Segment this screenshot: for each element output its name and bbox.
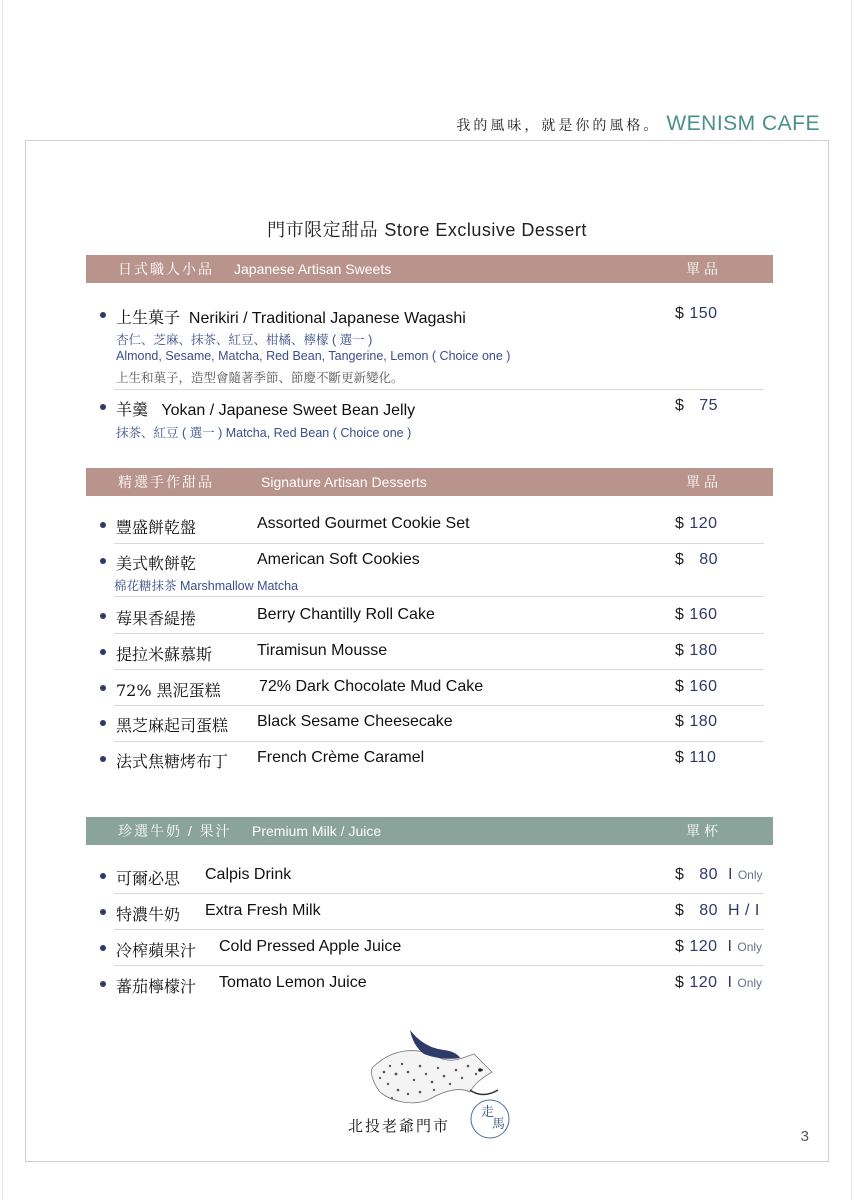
item-name-en: Tiramisun Mousse	[257, 642, 388, 659]
section-title-zh: 日式職人小品	[118, 261, 214, 277]
menu-item-tomato-juice	[100, 974, 762, 996]
item-divider	[114, 669, 764, 670]
bullet-icon	[100, 649, 106, 655]
item-price	[675, 713, 718, 731]
item-price	[675, 678, 718, 696]
section-header-milk-juice	[86, 817, 773, 845]
temperature-option: I	[727, 866, 733, 883]
bullet-icon	[100, 613, 106, 619]
page-header	[456, 112, 820, 136]
section-unit: 單品	[686, 474, 722, 490]
item-price	[675, 515, 718, 533]
item-price	[675, 606, 718, 624]
item-divider	[114, 741, 764, 742]
item-price	[675, 749, 716, 767]
currency-symbol: $	[675, 749, 685, 766]
price-value: 120	[689, 974, 718, 991]
menu-title	[0, 216, 854, 242]
currency-symbol: $	[675, 305, 685, 322]
page-number: 3	[800, 1128, 809, 1145]
price-value: 120	[689, 938, 718, 955]
bullet-icon	[100, 720, 106, 726]
menu-item-creme-caramel	[100, 749, 762, 771]
item-price	[675, 902, 760, 920]
item-options: 抹茶、紅豆 ( 選一 ) Matcha, Red Bean ( Choice one )	[116, 426, 412, 440]
svg-text:馬: 馬	[492, 1117, 506, 1132]
item-divider	[114, 389, 764, 390]
price-value: 110	[689, 749, 717, 766]
item-divider	[114, 543, 764, 544]
temperature-note: Only	[737, 868, 763, 882]
item-name-zh: 特濃牛奶	[116, 905, 181, 924]
item-name-zh: 72% 黑泥蛋糕	[116, 681, 221, 700]
menu-item-apple-juice	[100, 938, 762, 960]
item-name-en: Nerikiri / Traditional Japanese Wagashi	[188, 310, 466, 327]
menu-item-cookie-set	[100, 515, 762, 537]
item-name-zh: 黑芝麻起司蛋糕	[116, 716, 229, 735]
menu-title-en: Store Exclusive Dessert	[384, 220, 587, 240]
menu-item-nerikiri	[100, 305, 762, 385]
item-name-en: American Soft Cookies	[257, 551, 420, 568]
menu-item-yokan	[100, 397, 762, 442]
bullet-icon	[100, 558, 106, 564]
section-title-en: Signature Artisan Desserts	[261, 474, 427, 490]
item-name-zh: 冷榨蘋果汁	[116, 941, 197, 960]
item-name-zh: 蕃茄檸檬汁	[116, 977, 197, 996]
item-price	[675, 305, 718, 323]
item-name-en: Berry Chantilly Roll Cake	[257, 606, 435, 623]
menu-item-sesame-cheesecake	[100, 713, 762, 735]
bullet-icon	[100, 981, 106, 987]
item-name-en: Tomato Lemon Juice	[219, 974, 367, 991]
currency-symbol: $	[675, 902, 685, 919]
item-flavor: 棉花糖抹茶 Marshmallow Matcha	[114, 579, 299, 593]
bullet-icon	[100, 312, 106, 318]
item-divider	[114, 596, 764, 597]
section-unit: 單杯	[686, 823, 722, 839]
item-name-zh: 美式軟餅乾	[116, 554, 197, 573]
price-value: 80	[699, 866, 719, 883]
item-name-en: Extra Fresh Milk	[205, 902, 321, 919]
currency-symbol: $	[675, 515, 685, 532]
section-title-en: Japanese Artisan Sweets	[234, 261, 392, 277]
item-divider	[114, 893, 764, 894]
currency-symbol: $	[675, 551, 685, 568]
item-name-zh: 法式焦糖烤布丁	[116, 752, 229, 771]
currency-symbol: $	[675, 678, 685, 695]
svg-text:走: 走	[481, 1105, 495, 1120]
price-value: 80	[699, 902, 719, 919]
item-divider	[114, 965, 764, 966]
item-options-zh: 杏仁、芝麻、抹茶、紅豆、柑橘、檸檬 ( 選一 )	[116, 333, 373, 347]
menu-item-calpis	[100, 866, 762, 888]
item-price	[675, 642, 718, 660]
item-price	[675, 551, 718, 569]
brand-name: WENISM CAFE	[666, 112, 820, 135]
price-value: 160	[689, 678, 718, 695]
item-name-zh: 羊羹	[116, 400, 149, 419]
section-unit: 單品	[686, 261, 722, 277]
item-divider	[114, 633, 764, 634]
bullet-icon	[100, 945, 106, 951]
currency-symbol: $	[675, 974, 685, 991]
price-value: 150	[689, 305, 718, 322]
menu-item-roll-cake	[100, 606, 762, 628]
price-value: 75	[699, 397, 719, 414]
item-price	[675, 866, 763, 884]
temperature-option: H / I	[727, 902, 760, 919]
item-price	[675, 397, 718, 415]
price-value: 160	[689, 606, 718, 623]
item-name	[116, 397, 415, 420]
section-header-signature-desserts	[86, 468, 773, 496]
bullet-icon	[100, 404, 106, 410]
item-name-en: Calpis Drink	[205, 866, 292, 883]
item-name-en: French Crème Caramel	[257, 749, 425, 766]
menu-item-soft-cookies	[100, 551, 762, 591]
item-name-zh: 莓果香緹捲	[116, 609, 197, 628]
item-name-zh: 提拉米蘇慕斯	[116, 645, 213, 664]
item-name-zh: 豐盛餅乾盤	[116, 518, 197, 537]
section-header-japanese-sweets	[86, 255, 773, 283]
item-name-en: Cold Pressed Apple Juice	[219, 938, 402, 955]
temperature-option: I	[727, 938, 733, 955]
slogan: 我的風味，就是你的風格。	[456, 118, 661, 134]
menu-item-fresh-milk	[100, 902, 762, 924]
temperature-option: I	[727, 974, 733, 991]
bullet-icon	[100, 756, 106, 762]
bullet-icon	[100, 522, 106, 528]
menu-item-mud-cake	[100, 678, 762, 700]
item-name-en: Yokan / Japanese Sweet Bean Jelly	[161, 402, 416, 419]
item-divider	[114, 929, 764, 930]
item-name-en: 72% Dark Chocolate Mud Cake	[259, 678, 484, 695]
currency-symbol: $	[675, 606, 685, 623]
item-name-zh: 上生菓子	[116, 308, 181, 327]
item-price	[675, 974, 762, 992]
temperature-note: Only	[737, 940, 763, 954]
price-value: 120	[689, 515, 718, 532]
section-title-zh: 珍選牛奶 / 果汁	[118, 823, 232, 839]
item-name-zh: 可爾必思	[116, 869, 181, 888]
currency-symbol: $	[675, 938, 685, 955]
item-description: 上生和菓子，造型會隨著季節、節慶不斷更新變化。	[116, 371, 404, 385]
currency-symbol: $	[675, 397, 685, 414]
price-value: 180	[689, 642, 718, 659]
bullet-icon	[100, 909, 106, 915]
item-options-en: Almond, Sesame, Matcha, Red Bean, Tangerine, Lemon ( Choice one )	[116, 349, 511, 363]
item-name-en: Black Sesame Cheesecake	[257, 713, 453, 730]
item-name-en: Assorted Gourmet Cookie Set	[257, 515, 470, 532]
price-value: 80	[699, 551, 719, 568]
temperature-note: Only	[737, 976, 763, 990]
item-divider	[114, 705, 764, 706]
price-value: 180	[689, 713, 718, 730]
bullet-icon	[100, 685, 106, 691]
currency-symbol: $	[675, 642, 685, 659]
section-title-zh: 精選手作甜品	[118, 474, 214, 490]
item-name	[116, 305, 466, 328]
section-title-en: Premium Milk / Juice	[252, 823, 382, 839]
menu-item-tiramisu	[100, 642, 762, 664]
store-name: 北投老爺門市	[348, 1117, 451, 1135]
currency-symbol: $	[675, 866, 685, 883]
menu-title-zh: 門市限定甜品	[267, 220, 379, 241]
item-price	[675, 938, 762, 956]
currency-symbol: $	[675, 713, 685, 730]
bullet-icon	[100, 873, 106, 879]
